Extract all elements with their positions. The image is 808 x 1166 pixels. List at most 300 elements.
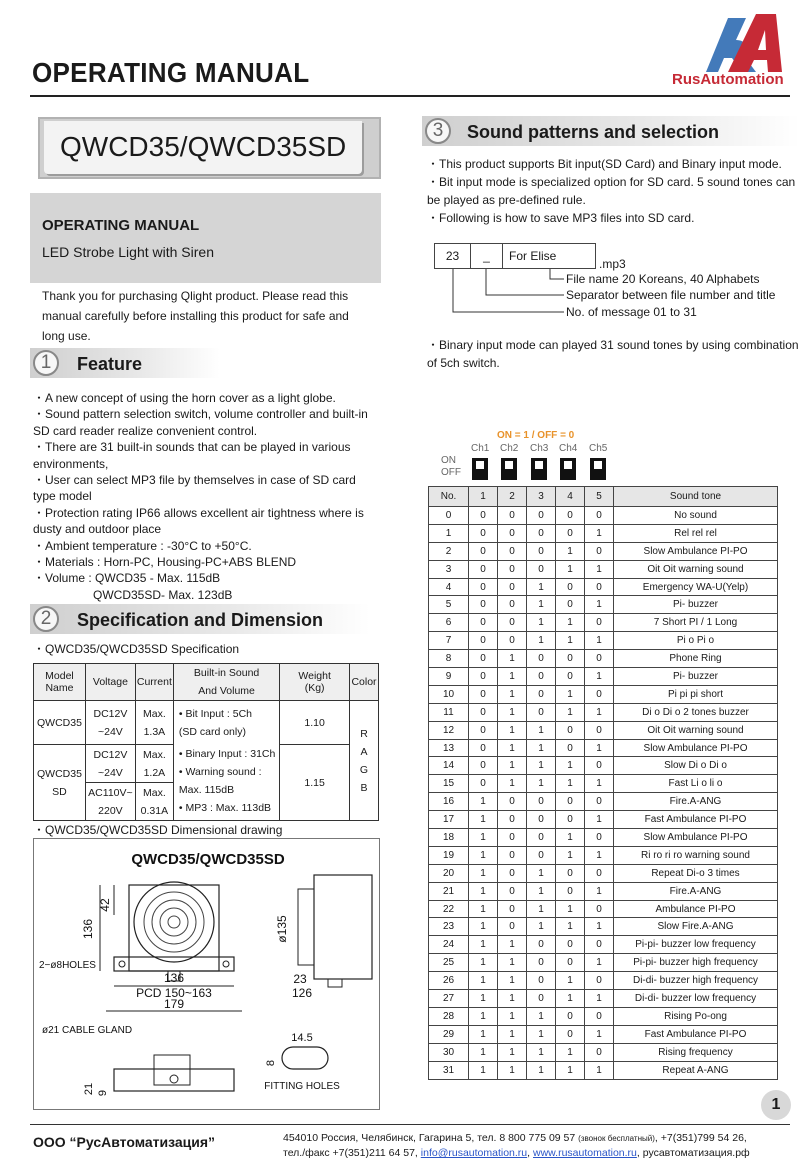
tone-bit: 0 (527, 793, 556, 811)
tone-bit: 1 (469, 954, 498, 972)
sound-intro-line: ・Bit input mode is specialized option for SD card. 5 sound tones can be played as pre-defined rule. (427, 175, 796, 207)
tone-name: Pi o Pi o (614, 632, 778, 650)
tone-bit: 0 (498, 882, 527, 900)
tone-bit: 1 (498, 954, 527, 972)
tone-bit: 0 (498, 614, 527, 632)
tone-name: Fast Ambulance PI-PO (614, 811, 778, 829)
tone-header: Sound tone (614, 487, 778, 507)
dim-42: 42 (98, 898, 112, 912)
tone-bit: 0 (556, 507, 585, 525)
dim-9: 9 (97, 1089, 109, 1097)
tone-number: 1 (429, 524, 469, 542)
spec-row (34, 745, 379, 783)
tone-bit: 1 (498, 721, 527, 739)
tone-header: 1 (469, 487, 498, 507)
tone-bit: 1 (527, 1025, 556, 1043)
feature-item: ・User can select MP3 file by themselves in case of SD card type model (33, 473, 356, 504)
tone-name: Pi- buzzer (614, 596, 778, 614)
tone-number: 14 (429, 757, 469, 775)
tone-row (429, 775, 778, 793)
tone-row (429, 1007, 778, 1025)
dim-126: 126 (291, 986, 313, 1000)
tone-bit: 0 (527, 703, 556, 721)
dim-gland: ø21 CABLE GLAND (42, 1025, 133, 1036)
tone-row (429, 864, 778, 882)
intro-paragraph: Thank you for purchasing Qlight product. Please read this manual carefully before installing this product for safe and long use. (42, 289, 349, 343)
tone-bit: 1 (527, 721, 556, 739)
spec-cell: DC12V ~24V (85, 701, 135, 745)
spec-caption: ・QWCD35/QWCD35SD Specification (33, 642, 240, 656)
tone-bit: 1 (527, 632, 556, 650)
dim-21: 21 (83, 1082, 95, 1096)
tone-bit: 0 (498, 507, 527, 525)
tone-header: 5 (585, 487, 614, 507)
tone-bit: 0 (527, 685, 556, 703)
spec-cell: AC110V~ 220V (85, 783, 135, 821)
tone-header: 2 (498, 487, 527, 507)
tone-bit: 0 (498, 829, 527, 847)
tone-bit: 1 (498, 972, 527, 990)
spec-cell: • Bit Input : 5Ch (SD card only) (173, 701, 279, 745)
sound-intro-line: ・Following is how to save MP3 files into SD card. (427, 211, 695, 225)
tone-name: Ambulance PI-PO (614, 900, 778, 918)
tone-bit: 0 (585, 542, 614, 560)
tone-number: 2 (429, 542, 469, 560)
tone-name: Pi- buzzer (614, 668, 778, 686)
tone-bit: 0 (556, 864, 585, 882)
tone-row (429, 614, 778, 632)
tone-bit: 0 (498, 900, 527, 918)
tone-name: Rising frequency (614, 1043, 778, 1061)
dim-135: ø135 (275, 915, 289, 943)
tone-bit: 1 (527, 864, 556, 882)
dip-channel-label: Ch2 (500, 443, 519, 454)
tone-number: 22 (429, 900, 469, 918)
tone-header: No. (429, 487, 469, 507)
tone-bit: 0 (527, 507, 556, 525)
tone-bit: 0 (527, 650, 556, 668)
tone-bit: 0 (527, 936, 556, 954)
filename-title: For Elise (509, 249, 557, 263)
tone-name: Pi-pi- buzzer high frequency (614, 954, 778, 972)
tone-bit: 0 (469, 614, 498, 632)
spec-cell: Max. 1.2A (135, 745, 173, 783)
tone-number: 12 (429, 721, 469, 739)
tone-bit: 0 (585, 685, 614, 703)
dip-switch-ch1[interactable] (472, 458, 488, 480)
spec-header: Weight (Kg) (280, 664, 350, 701)
dimension-drawing (33, 838, 380, 1110)
tone-number: 9 (429, 668, 469, 686)
tone-number: 27 (429, 990, 469, 1008)
dimension-caption: ・QWCD35/QWCD35SD Dimensional drawing (33, 823, 283, 837)
tone-row (429, 703, 778, 721)
tone-bit: 0 (556, 793, 585, 811)
feature-item: ・Ambient temperature : -30°C to +50°C. (33, 538, 252, 553)
tone-bit: 1 (469, 990, 498, 1008)
tone-bit: 0 (498, 596, 527, 614)
tone-bit: 0 (527, 560, 556, 578)
legend-separator: Separator between file number and title (566, 288, 776, 302)
spec-table (33, 663, 379, 821)
tone-bit: 0 (585, 1043, 614, 1061)
tone-bit: 1 (498, 739, 527, 757)
legend-file-name: File name 20 Koreans, 40 Alphabets (566, 272, 760, 286)
tone-bit: 0 (469, 596, 498, 614)
dip-channel-label: Ch5 (589, 443, 608, 454)
tone-bit: 0 (585, 829, 614, 847)
tone-bit: 1 (556, 614, 585, 632)
tone-bit: 0 (469, 757, 498, 775)
tone-bit: 0 (585, 864, 614, 882)
tone-bit: 0 (556, 596, 585, 614)
side-horn (298, 889, 314, 965)
tone-name: Oit Oit warning sound (614, 721, 778, 739)
spec-section-number: 2 (33, 606, 59, 632)
dip-switch-ch5[interactable] (590, 458, 606, 480)
tone-bit: 1 (556, 846, 585, 864)
dip-switch-ch4[interactable] (560, 458, 576, 480)
tone-bit: 0 (527, 954, 556, 972)
tone-bit: 1 (556, 1061, 585, 1079)
tone-bit: 0 (585, 578, 614, 596)
tone-row (429, 900, 778, 918)
tone-bit: 1 (585, 739, 614, 757)
company-name: ООО “РусАвтоматизация” (33, 1134, 216, 1150)
tone-bit: 0 (585, 900, 614, 918)
tone-row (429, 721, 778, 739)
tone-row (429, 685, 778, 703)
spec-header-row (34, 664, 379, 701)
tone-bit: 0 (585, 721, 614, 739)
tone-bit: 0 (498, 846, 527, 864)
tone-bit: 1 (585, 990, 614, 1008)
tone-bit: 0 (585, 793, 614, 811)
tone-bit: 1 (556, 685, 585, 703)
spec-header: Voltage (85, 664, 135, 701)
spec-header: Model Name (34, 664, 86, 701)
filename-leader-lines (440, 268, 570, 318)
sound-intro-line: ・This product supports Bit input(SD Card) and Binary input mode. (427, 157, 782, 171)
tone-number: 17 (429, 811, 469, 829)
tone-row (429, 524, 778, 542)
tone-name: Fast Li o li o (614, 775, 778, 793)
tone-bit: 1 (498, 703, 527, 721)
dip-off-label: OFF (441, 467, 461, 478)
tone-bit: 1 (585, 632, 614, 650)
spec-cell: R A G B (349, 701, 378, 821)
spec-header: Current (135, 664, 173, 701)
tone-bit: 1 (469, 811, 498, 829)
tone-bit: 0 (585, 507, 614, 525)
dim-23: 23 (293, 972, 307, 986)
tone-row (429, 990, 778, 1008)
product-description: LED Strobe Light with Siren (42, 244, 214, 260)
tone-bit: 0 (556, 650, 585, 668)
tone-bit: 0 (469, 632, 498, 650)
tone-bit: 1 (527, 596, 556, 614)
spec-cell: QWCD35 (34, 701, 86, 745)
tone-bit: 1 (469, 829, 498, 847)
tone-name: Slow Fire.A-ANG (614, 918, 778, 936)
tone-bit: 0 (527, 668, 556, 686)
tone-bit: 0 (556, 524, 585, 542)
tone-row (429, 936, 778, 954)
tone-name: Fast Ambulance PI-PO (614, 1025, 778, 1043)
dim-pcd: PCD 150~163 (136, 986, 212, 1000)
tone-bit: 1 (498, 775, 527, 793)
dip-channel-label: Ch4 (559, 443, 578, 454)
tone-name: Fire.A-ANG (614, 882, 778, 900)
tone-number: 5 (429, 596, 469, 614)
tone-bit: 1 (469, 918, 498, 936)
tone-row (429, 882, 778, 900)
tone-bit: 1 (469, 972, 498, 990)
horn-ring-1 (144, 892, 204, 952)
tone-bit: 1 (469, 882, 498, 900)
tone-bit: 0 (469, 721, 498, 739)
address-line-2: тел./факс +7(351)211 64 57, info@rusautomation.ru, www.rusautomation.ru, русавтоматизация.рф (283, 1147, 750, 1159)
tone-bit: 0 (527, 829, 556, 847)
tone-bit: 1 (585, 596, 614, 614)
tone-bit: 1 (527, 757, 556, 775)
tone-bit: 1 (556, 703, 585, 721)
tone-bit: 1 (585, 1025, 614, 1043)
filename-example (434, 243, 596, 269)
tone-row (429, 739, 778, 757)
tone-bit: 1 (585, 918, 614, 936)
tone-bit: 0 (469, 775, 498, 793)
tone-bit: 1 (585, 524, 614, 542)
feature-section-title: Feature (77, 354, 143, 374)
tone-name: Repeat Di-o 3 times (614, 864, 778, 882)
tone-bit: 0 (498, 811, 527, 829)
tone-bit: 0 (527, 846, 556, 864)
spec-cell: • Binary Input : 31Ch • Warning sound : Max. 115dB • MP3 : Max. 113dB (173, 745, 279, 821)
tone-bit: 1 (556, 829, 585, 847)
spec-cell: 1.15 (280, 745, 350, 821)
tone-bit: 1 (498, 757, 527, 775)
tone-name: 7 Short PI / 1 Long (614, 614, 778, 632)
tone-row (429, 578, 778, 596)
tone-bit: 0 (556, 721, 585, 739)
tone-row (429, 668, 778, 686)
manual-label: OPERATING MANUAL (42, 217, 200, 234)
spec-cell: DC12V ~24V (85, 745, 135, 783)
dimension-drawing-svg (34, 839, 381, 1111)
tone-bit: 1 (556, 1043, 585, 1061)
fitting-hole-shape (282, 1047, 328, 1069)
spec-cell: QWCD35 SD (34, 745, 86, 821)
tone-name: Fire.A-ANG (614, 793, 778, 811)
tone-bit: 1 (469, 936, 498, 954)
tone-number: 16 (429, 793, 469, 811)
tone-number: 30 (429, 1043, 469, 1061)
tone-bit: 0 (498, 542, 527, 560)
tone-bit: 1 (585, 954, 614, 972)
dim-holes: 2−ø8HOLES (39, 960, 96, 971)
tone-bit: 1 (498, 936, 527, 954)
tone-bit: 1 (498, 1025, 527, 1043)
tone-row (429, 846, 778, 864)
feature-item: ・Protection rating IP66 allows excellent air tightness where is dusty and outdoor place (33, 505, 364, 537)
horn-ring-3 (160, 908, 188, 936)
tone-bit: 1 (498, 1061, 527, 1079)
tone-bit: 0 (498, 632, 527, 650)
tone-number: 25 (429, 954, 469, 972)
tone-bit: 1 (556, 972, 585, 990)
tone-bit: 1 (469, 1043, 498, 1061)
tone-bit: 0 (527, 524, 556, 542)
tone-bit: 0 (469, 524, 498, 542)
filename-extension: .mp3 (599, 257, 626, 271)
tone-bit: 1 (527, 882, 556, 900)
feature-list (33, 390, 378, 603)
tone-number: 13 (429, 739, 469, 757)
tone-name: Phone Ring (614, 650, 778, 668)
tone-bit: 0 (469, 560, 498, 578)
website-rf: русавтоматизация.рф (642, 1147, 750, 1159)
tone-name: Pi pi pi short (614, 685, 778, 703)
feature-item: ・Materials : Horn-PC, Housing-PC+ABS BLEND (33, 555, 297, 570)
tone-bit: 0 (469, 703, 498, 721)
tone-bit: 0 (585, 972, 614, 990)
spec-header: Color (349, 664, 378, 701)
tone-bit: 1 (498, 685, 527, 703)
manual-subtitle-box (30, 193, 381, 283)
tone-name: Rel rel rel (614, 524, 778, 542)
page-number: 1 (761, 1090, 791, 1120)
tone-bit: 0 (498, 560, 527, 578)
tone-bit: 0 (527, 972, 556, 990)
tone-bit: 0 (498, 793, 527, 811)
tone-bit: 1 (469, 864, 498, 882)
feature-item: ・Sound pattern selection switch, volume controller and built-in SD card reader realize convenient control. (33, 407, 368, 438)
dip-switch-ch3[interactable] (531, 458, 547, 480)
tone-bit: 0 (469, 739, 498, 757)
tone-bit: 1 (556, 542, 585, 560)
page-title: OPERATING MANUAL (32, 57, 310, 88)
tone-bit: 1 (498, 990, 527, 1008)
tone-bit: 1 (498, 668, 527, 686)
email-link[interactable]: info@rusautomation.ru (420, 1147, 528, 1159)
spec-cell: Max. 0.31A (135, 783, 173, 821)
leader-title (550, 269, 564, 279)
tone-bit: 0 (585, 757, 614, 775)
tone-bit: 1 (585, 882, 614, 900)
tone-bit: 0 (469, 668, 498, 686)
tone-row (429, 1061, 778, 1079)
tone-number: 3 (429, 560, 469, 578)
tone-bit: 0 (469, 542, 498, 560)
drawing-title: QWCD35/QWCD35SD (131, 851, 285, 868)
tone-number: 29 (429, 1025, 469, 1043)
side-gland (328, 979, 342, 987)
mount-hole-right (223, 961, 229, 967)
tone-number: 4 (429, 578, 469, 596)
tone-number: 21 (429, 882, 469, 900)
tone-row (429, 542, 778, 560)
feature-item: ・A new concept of using the horn cover as a light globe. (33, 391, 336, 405)
tone-bit: 0 (498, 864, 527, 882)
tone-number: 11 (429, 703, 469, 721)
dip-switch-ch2[interactable] (501, 458, 517, 480)
tone-name: Rising Po-ong (614, 1007, 778, 1025)
front-base (114, 957, 234, 971)
tone-row (429, 918, 778, 936)
tone-bit: 0 (585, 614, 614, 632)
tone-bit: 1 (527, 900, 556, 918)
tone-number: 20 (429, 864, 469, 882)
tone-header: 3 (527, 487, 556, 507)
tone-bit: 0 (556, 811, 585, 829)
tone-bit: 1 (498, 1043, 527, 1061)
address-note: (звонок бесплатный) (578, 1134, 655, 1143)
dip-on-label: ON (441, 455, 456, 466)
dim-8: 8 (265, 1059, 277, 1067)
brand-name: RusAutomation (672, 71, 784, 88)
feature-item: QWCD35SD- Max. 123dB (93, 587, 233, 602)
leader-separator (486, 269, 564, 295)
tone-number: 18 (429, 829, 469, 847)
tone-name: Pi-pi- buzzer low frequency (614, 936, 778, 954)
tone-name: Slow Di o Di o (614, 757, 778, 775)
tone-row (429, 632, 778, 650)
tone-bit: 1 (556, 918, 585, 936)
tone-number: 0 (429, 507, 469, 525)
company-address (283, 1131, 803, 1161)
dip-channel-label: Ch3 (530, 443, 549, 454)
spec-cell: Max. 1.3A (135, 701, 173, 745)
sound-intro (427, 155, 799, 227)
tone-bit: 1 (469, 1025, 498, 1043)
tone-bit: 1 (585, 703, 614, 721)
filename-number: 23 (435, 244, 471, 268)
tone-name: Di-di- buzzer low frequency (614, 990, 778, 1008)
tone-number: 24 (429, 936, 469, 954)
tone-bit: 1 (585, 1061, 614, 1079)
tone-number: 7 (429, 632, 469, 650)
tone-bit: 1 (585, 846, 614, 864)
tone-bit: 1 (527, 918, 556, 936)
tone-name: Di o Di o 2 tones buzzer (614, 703, 778, 721)
binary-mode-text: ・Binary input mode can played 31 sound tones by using combination of 5ch switch. (427, 338, 799, 370)
tone-header-row (429, 487, 778, 507)
tone-bit: 0 (527, 811, 556, 829)
tone-name: Ri ro ri ro warning sound (614, 846, 778, 864)
horn-ring-4 (168, 916, 180, 928)
tone-bit: 1 (527, 1007, 556, 1025)
tone-bit: 0 (556, 1025, 585, 1043)
tone-bit: 0 (469, 507, 498, 525)
tone-bit: 1 (585, 560, 614, 578)
website-link[interactable]: www.rusautomation.ru (533, 1147, 637, 1159)
tone-bit: 0 (527, 542, 556, 560)
dim-136v: 136 (81, 918, 95, 940)
tone-number: 23 (429, 918, 469, 936)
tone-name: Slow Ambulance PI-PO (614, 739, 778, 757)
filename-separator: _ (471, 244, 503, 268)
tone-bit: 1 (556, 990, 585, 1008)
tone-row (429, 1025, 778, 1043)
tone-bit: 1 (585, 811, 614, 829)
sound-section-number: 3 (425, 118, 451, 144)
tone-number: 8 (429, 650, 469, 668)
tone-name: Di-di- buzzer high frequency (614, 972, 778, 990)
tone-row (429, 954, 778, 972)
tone-name: Emergency WA-U(Yelp) (614, 578, 778, 596)
tone-bit: 1 (556, 560, 585, 578)
